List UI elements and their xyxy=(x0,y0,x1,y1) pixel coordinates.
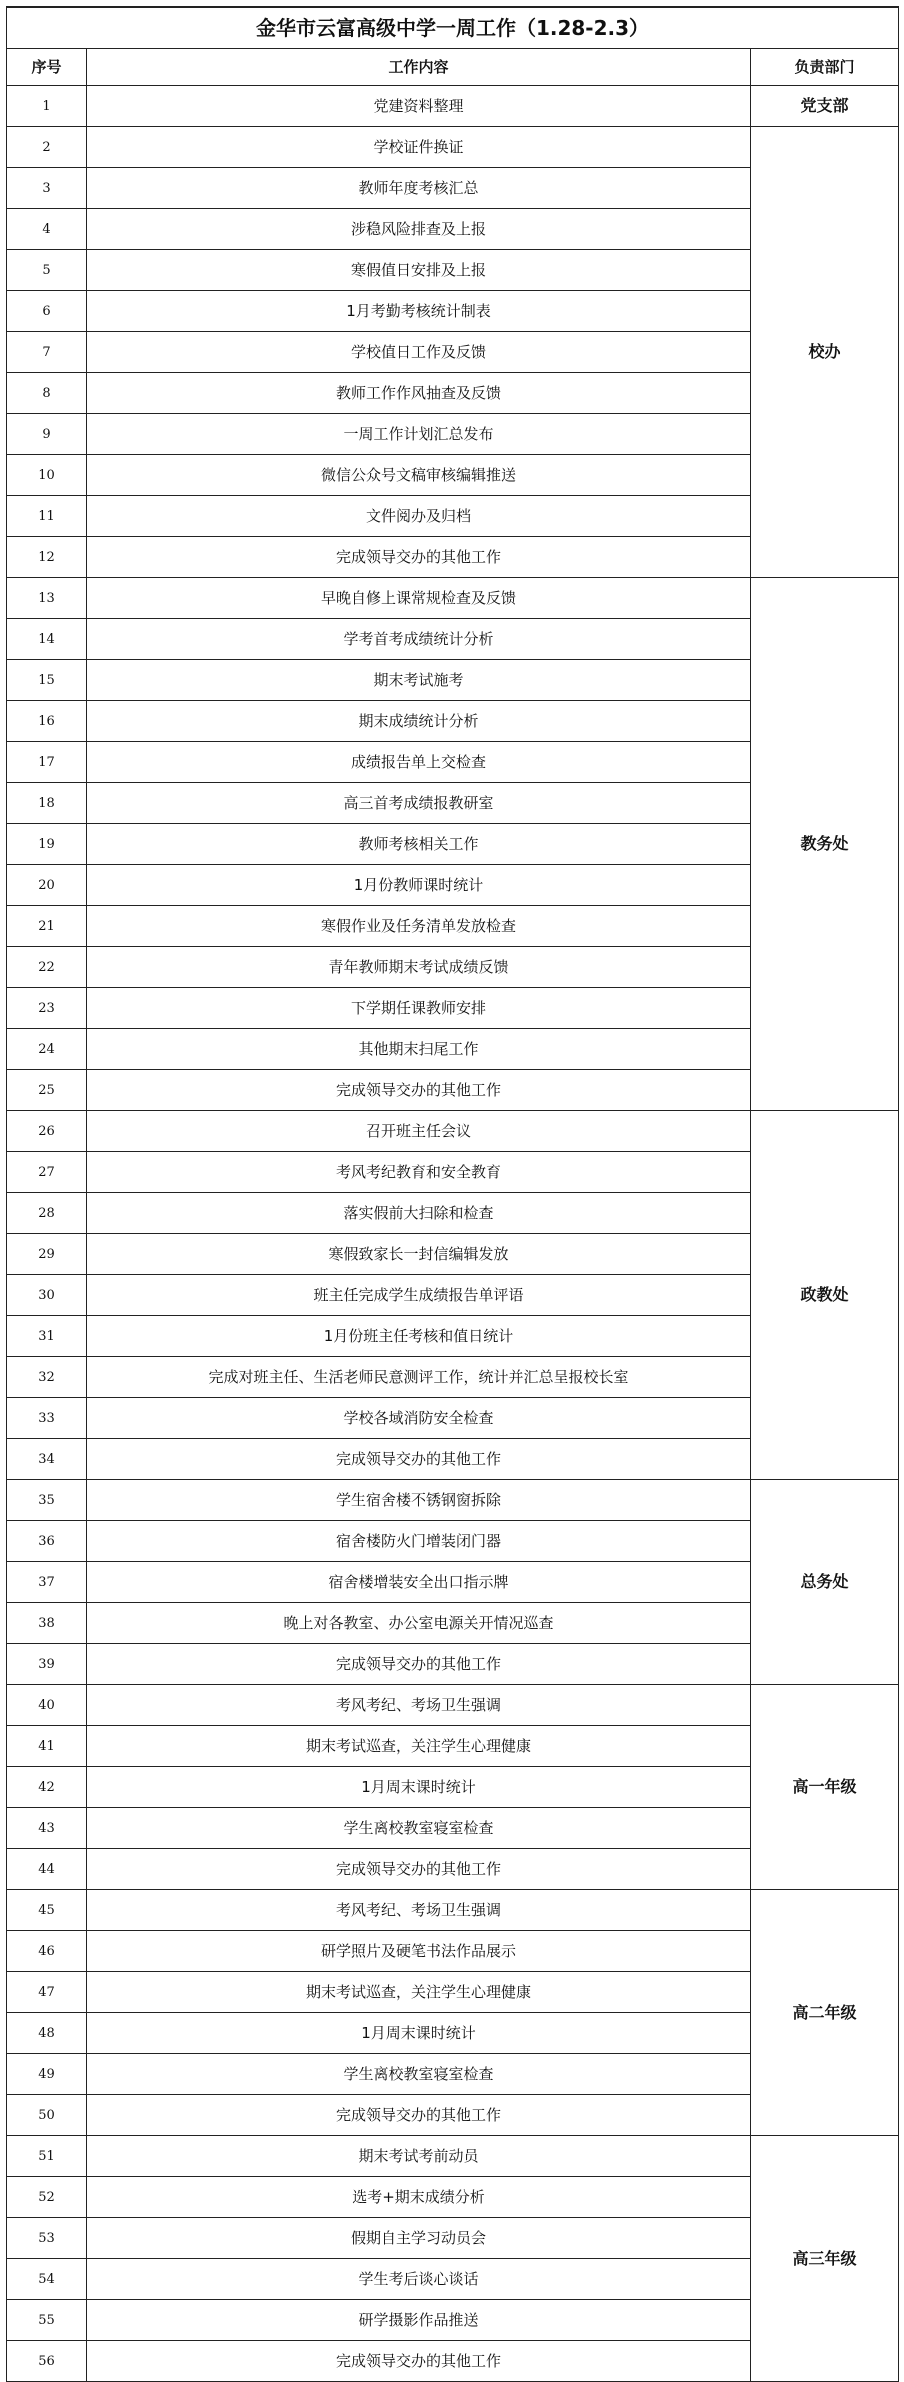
table-row xyxy=(7,86,899,127)
row-number: 30 xyxy=(7,1275,87,1316)
row-number: 25 xyxy=(7,1070,87,1111)
work-item: 一周工作计划汇总发布 xyxy=(87,414,751,455)
work-item: 完成领导交办的其他工作 xyxy=(87,1644,751,1685)
row-number: 39 xyxy=(7,1644,87,1685)
work-item: 1月考勤考核统计制表 xyxy=(87,291,751,332)
work-item: 学生离校教室寝室检查 xyxy=(87,2054,751,2095)
row-number: 2 xyxy=(7,127,87,168)
work-item: 文件阅办及归档 xyxy=(87,496,751,537)
work-item: 期末考试巡查，关注学生心理健康 xyxy=(87,1972,751,2013)
work-item: 学校值日工作及反馈 xyxy=(87,332,751,373)
work-item: 学校各域消防安全检查 xyxy=(87,1398,751,1439)
work-item: 完成领导交办的其他工作 xyxy=(87,537,751,578)
row-number: 9 xyxy=(7,414,87,455)
work-item: 成绩报告单上交检查 xyxy=(87,742,751,783)
work-item: 期末考试施考 xyxy=(87,660,751,701)
row-number: 21 xyxy=(7,906,87,947)
table-row xyxy=(7,127,899,168)
header-content: 工作内容 xyxy=(87,49,751,86)
work-item: 学生宿舍楼不锈钢窗拆除 xyxy=(87,1480,751,1521)
department-cell: 教务处 xyxy=(751,578,899,1111)
row-number: 36 xyxy=(7,1521,87,1562)
table-row xyxy=(7,1685,899,1726)
row-number: 11 xyxy=(7,496,87,537)
row-number: 8 xyxy=(7,373,87,414)
work-item: 期末考试巡查，关注学生心理健康 xyxy=(87,1726,751,1767)
work-item: 早晚自修上课常规检查及反馈 xyxy=(87,578,751,619)
row-number: 14 xyxy=(7,619,87,660)
work-item: 召开班主任会议 xyxy=(87,1111,751,1152)
row-number: 26 xyxy=(7,1111,87,1152)
work-item: 教师年度考核汇总 xyxy=(87,168,751,209)
row-number: 29 xyxy=(7,1234,87,1275)
row-number: 18 xyxy=(7,783,87,824)
row-number: 35 xyxy=(7,1480,87,1521)
work-item: 落实假前大扫除和检查 xyxy=(87,1193,751,1234)
row-number: 41 xyxy=(7,1726,87,1767)
table-row xyxy=(7,1890,899,1931)
work-item: 其他期末扫尾工作 xyxy=(87,1029,751,1070)
row-number: 47 xyxy=(7,1972,87,2013)
department-cell: 高三年级 xyxy=(751,2136,899,2382)
work-item: 微信公众号文稿审核编辑推送 xyxy=(87,455,751,496)
work-item: 涉稳风险排查及上报 xyxy=(87,209,751,250)
row-number: 50 xyxy=(7,2095,87,2136)
work-item: 教师工作作风抽查及反馈 xyxy=(87,373,751,414)
department-cell: 党支部 xyxy=(751,86,899,127)
work-item: 1月份班主任考核和值日统计 xyxy=(87,1316,751,1357)
row-number: 17 xyxy=(7,742,87,783)
work-item: 完成领导交办的其他工作 xyxy=(87,1439,751,1480)
work-item: 教师考核相关工作 xyxy=(87,824,751,865)
row-number: 51 xyxy=(7,2136,87,2177)
work-item: 学生考后谈心谈话 xyxy=(87,2259,751,2300)
row-number: 53 xyxy=(7,2218,87,2259)
work-item: 高三首考成绩报教研室 xyxy=(87,783,751,824)
work-item: 宿舍楼防火门增装闭门器 xyxy=(87,1521,751,1562)
row-number: 24 xyxy=(7,1029,87,1070)
work-item: 青年教师期末考试成绩反馈 xyxy=(87,947,751,988)
row-number: 10 xyxy=(7,455,87,496)
row-number: 16 xyxy=(7,701,87,742)
row-number: 38 xyxy=(7,1603,87,1644)
work-item: 学校证件换证 xyxy=(87,127,751,168)
work-item: 完成领导交办的其他工作 xyxy=(87,1849,751,1890)
row-number: 40 xyxy=(7,1685,87,1726)
department-cell: 高二年级 xyxy=(751,1890,899,2136)
row-number: 55 xyxy=(7,2300,87,2341)
row-number: 34 xyxy=(7,1439,87,1480)
work-item: 完成领导交办的其他工作 xyxy=(87,2095,751,2136)
work-item: 寒假作业及任务清单发放检查 xyxy=(87,906,751,947)
work-item: 晚上对各教室、办公室电源关开情况巡查 xyxy=(87,1603,751,1644)
work-item: 期末考试考前动员 xyxy=(87,2136,751,2177)
work-item: 期末成绩统计分析 xyxy=(87,701,751,742)
department-cell: 校办 xyxy=(751,127,899,578)
row-number: 23 xyxy=(7,988,87,1029)
work-item: 1月份教师课时统计 xyxy=(87,865,751,906)
row-number: 33 xyxy=(7,1398,87,1439)
work-item: 选考+期末成绩分析 xyxy=(87,2177,751,2218)
work-item: 党建资料整理 xyxy=(87,86,751,127)
work-item: 学生离校教室寝室检查 xyxy=(87,1808,751,1849)
work-item: 完成对班主任、生活老师民意测评工作，统计并汇总呈报校长室 xyxy=(87,1357,751,1398)
row-number: 20 xyxy=(7,865,87,906)
row-number: 46 xyxy=(7,1931,87,1972)
work-item: 寒假致家长一封信编辑发放 xyxy=(87,1234,751,1275)
row-number: 27 xyxy=(7,1152,87,1193)
work-item: 下学期任课教师安排 xyxy=(87,988,751,1029)
work-item: 完成领导交办的其他工作 xyxy=(87,2341,751,2382)
row-number: 28 xyxy=(7,1193,87,1234)
row-number: 52 xyxy=(7,2177,87,2218)
row-number: 19 xyxy=(7,824,87,865)
work-item: 考风考纪教育和安全教育 xyxy=(87,1152,751,1193)
row-number: 31 xyxy=(7,1316,87,1357)
row-number: 22 xyxy=(7,947,87,988)
work-item: 假期自主学习动员会 xyxy=(87,2218,751,2259)
row-number: 12 xyxy=(7,537,87,578)
table-row xyxy=(7,2136,899,2177)
work-item: 研学摄影作品推送 xyxy=(87,2300,751,2341)
row-number: 7 xyxy=(7,332,87,373)
department-cell: 总务处 xyxy=(751,1480,899,1685)
work-item: 1月周末课时统计 xyxy=(87,2013,751,2054)
header-dept: 负责部门 xyxy=(751,49,899,86)
work-item: 宿舍楼增装安全出口指示牌 xyxy=(87,1562,751,1603)
row-number: 48 xyxy=(7,2013,87,2054)
row-number: 56 xyxy=(7,2341,87,2382)
row-number: 5 xyxy=(7,250,87,291)
row-number: 45 xyxy=(7,1890,87,1931)
work-item: 1月周末课时统计 xyxy=(87,1767,751,1808)
row-number: 43 xyxy=(7,1808,87,1849)
work-item: 研学照片及硬笔书法作品展示 xyxy=(87,1931,751,1972)
table-row xyxy=(7,1111,899,1152)
row-number: 42 xyxy=(7,1767,87,1808)
table-row xyxy=(7,578,899,619)
row-number: 37 xyxy=(7,1562,87,1603)
work-item: 学考首考成绩统计分析 xyxy=(87,619,751,660)
row-number: 44 xyxy=(7,1849,87,1890)
work-item: 寒假值日安排及上报 xyxy=(87,250,751,291)
department-cell: 高一年级 xyxy=(751,1685,899,1890)
row-number: 1 xyxy=(7,86,87,127)
work-item: 班主任完成学生成绩报告单评语 xyxy=(87,1275,751,1316)
row-number: 32 xyxy=(7,1357,87,1398)
row-number: 13 xyxy=(7,578,87,619)
row-number: 54 xyxy=(7,2259,87,2300)
work-item: 完成领导交办的其他工作 xyxy=(87,1070,751,1111)
page-title: 金华市云富高级中学一周工作（1.28-2.3） xyxy=(7,7,899,49)
row-number: 6 xyxy=(7,291,87,332)
work-item: 考风考纪、考场卫生强调 xyxy=(87,1890,751,1931)
header-row xyxy=(7,49,899,86)
header-seq: 序号 xyxy=(7,49,87,86)
work-item: 考风考纪、考场卫生强调 xyxy=(87,1685,751,1726)
row-number: 3 xyxy=(7,168,87,209)
work-schedule-sheet xyxy=(6,6,898,2382)
department-cell: 政教处 xyxy=(751,1111,899,1480)
row-number: 15 xyxy=(7,660,87,701)
title-row xyxy=(7,7,899,49)
table-row xyxy=(7,1480,899,1521)
row-number: 4 xyxy=(7,209,87,250)
work-schedule-table xyxy=(6,6,899,2382)
row-number: 49 xyxy=(7,2054,87,2095)
